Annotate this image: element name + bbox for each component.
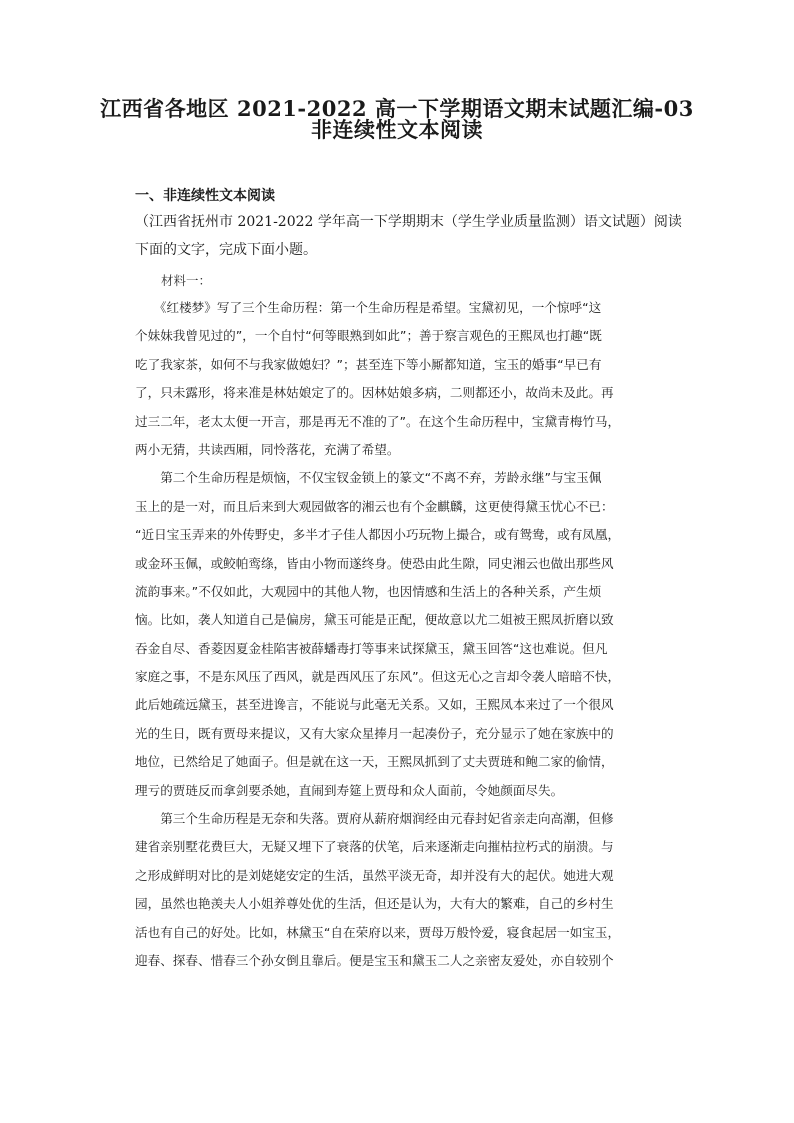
passage-line: 第三个生命历程是无奈和失落。贾府从薪府烟润经由元春封妃省亲走向高潮，但修 (135, 811, 614, 827)
passage-line: 两小无猜，共读西厢，同怜落花，充满了希望。 (135, 441, 400, 457)
passage-line: 个妹妹我曾见过的”，一个自忖“何等眼熟到如此”；善于察言观色的王熙凤也打趣“既 (135, 328, 602, 344)
passage-line: 活也有自己的好处。比如，林黛玉“自在荣府以来，贾母万般怜爱，寝食起居一如宝玉， (135, 924, 621, 940)
source-line-2: 下面的文字，完成下面小题。 (135, 242, 317, 258)
passage-line: 玉上的是一对，而且后来到大观园做客的湘云也有个金麒麟，这更使得黛玉忧心不已： (135, 498, 614, 514)
passage-line: 了，只未露形，将来准是林姑娘定了的。因林姑娘多病，二则都还小，故尚未及此。再 (135, 385, 614, 401)
document-title-line-1: 江西省各地区 2021-2022 高一下学期语文期末试题汇编-03 (100, 96, 694, 121)
question-source (135, 208, 682, 264)
source-line-1: （江西省抚州市 2021-2022 学年高一下学期期末（学生学业质量监测）语文试题）阅读 (135, 214, 682, 230)
passage-line: 流韵事来。”不仅如此，大观园中的其他人物，也因情感和生活上的各种关系，产生烦 (135, 583, 602, 599)
passage-line: 地位，已然给足了她面子。但是就在这一天，王熙凤抓到了丈夫贾琏和鲍二家的偷情， (135, 754, 614, 770)
passage-line: 建省亲别墅花费巨大，无疑又埋下了衰落的伏笔，后来逐渐走向摧枯拉朽式的崩溃。与 (135, 839, 614, 855)
passage-paragraph (135, 805, 663, 975)
passage-paragraph (135, 294, 663, 464)
passage-line: 过三二年，老太太便一开言，那是再无不准的了”。在这个生命历程中，宝黛青梅竹马， (135, 413, 621, 429)
passage-line: 迎春、探春、惜春三个孙女倒且靠后。便是宝玉和黛玉二人之亲密友爱处，亦自较别个 (135, 952, 614, 968)
passage-line: 吞金自尽、香菱因夏金桂陷害被薛蟠毒打等事来试探黛玉，黛玉回答“这也难说。但凡 (135, 640, 608, 656)
passage-line: 之形成鲜明对比的是刘姥姥安定的生活，虽然平淡无奇，却并没有大的起伏。她进大观 (135, 867, 614, 883)
passage-line: “近日宝玉弄来的外传野史，多半才子佳人都因小巧玩物上撮合，或有鸳鸯，或有凤凰， (135, 527, 621, 543)
passage-line: 恼。比如，袭人知道自己是偏房，黛玉可能是正配，便故意以尤二姐被王熙凤折磨以致 (135, 612, 614, 628)
passage-line: 或金环玉佩，或鲛帕鸾绦，皆由小物而遂终身。使恐由此生隙，同史湘云也做出那些风 (135, 555, 614, 571)
passage-paragraph (135, 464, 663, 805)
passage-line: 吃了我家茶，如何不与我家做媳妇？”；甚至连下等小厮都知道，宝玉的婚事“早已有 (135, 356, 602, 372)
passage-line: 此后她疏远黛玉，甚至进谗言，不能说与此毫无关系。又如，王熙凤本来过了一个很风 (135, 697, 614, 713)
passage-line: 园，虽然也艳羡夫人小姐养尊处优的生活，但还是认为，大有大的繁难，自己的乡村生 (135, 896, 614, 912)
section-heading: 一、非连续性文本阅读 (135, 188, 275, 204)
material-label: 材料一： (161, 273, 212, 288)
document-title-line-2: 非连续性文本阅读 (311, 117, 483, 142)
passage-line: 第二个生命历程是烦恼，不仅宝钗金锁上的篆文“不离不弃，芳龄永继”与宝玉佩 (135, 470, 602, 486)
passage-line: 《红楼梦》写了三个生命历程：第一个生命历程是希望。宝黛初见，一个惊呼“这 (135, 300, 602, 315)
reading-passage (135, 294, 663, 975)
passage-line: 光的生日，既有贾母来提议，又有大家众星捧月一起凑份子，充分显示了她在家族中的 (135, 725, 614, 741)
passage-line: 家庭之事，不是东风压了西风，就是西风压了东风”。但这无心之言却令袭人暗暗不快， (135, 669, 621, 685)
passage-line: 理亏的贾琏反而拿剑要杀她，直闹到寿筵上贾母和众人面前，令她颜面尽失。 (135, 782, 564, 798)
